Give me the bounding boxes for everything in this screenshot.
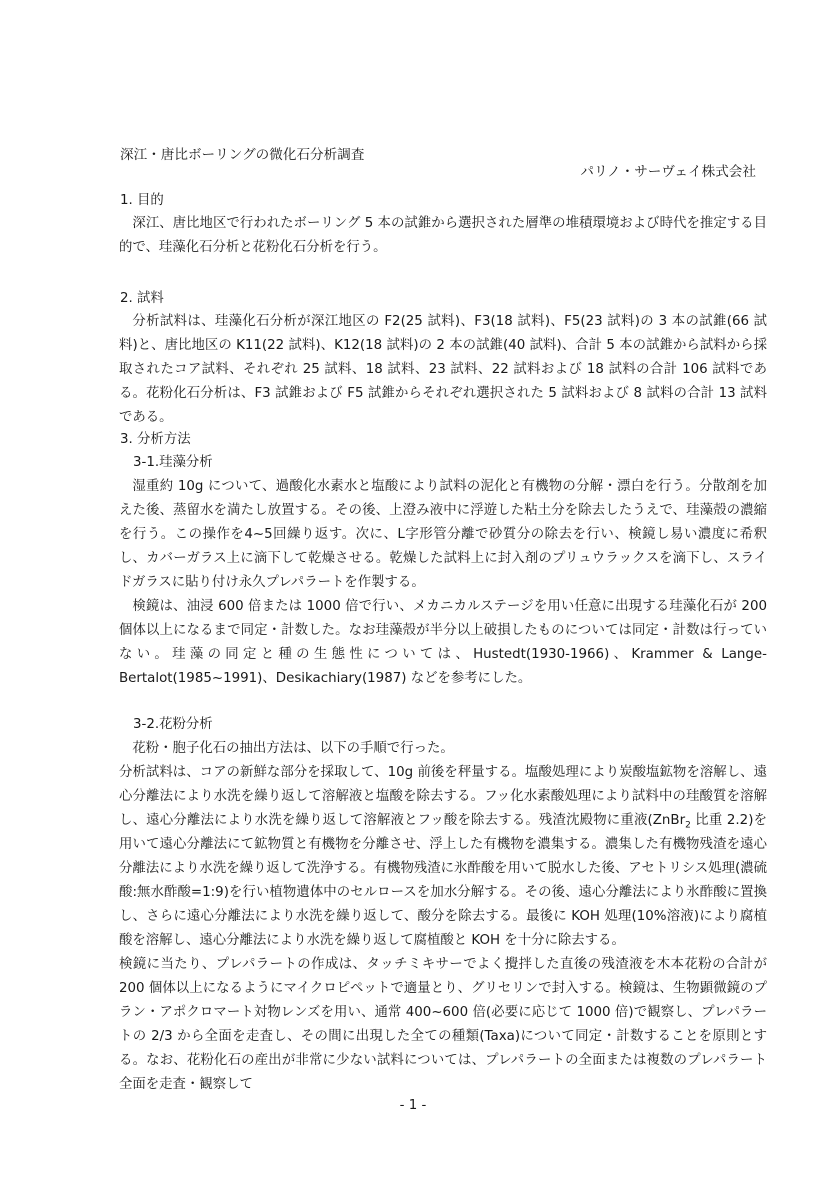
subscript: 2 [685,820,691,831]
document-title: 深江・唐比ボーリングの微化石分析調査 [120,147,365,163]
section-3-2-paragraph-2-part-a: 分析試料は、コアの新鮮な部分を採取して、10g 前後を秤量する。塩酸処理により炭酸塩鉱物を溶解し、遠心分離法により水洗を繰り返して溶解液と塩酸を除去する。フッ化水素酸処理により試料中の珪酸質を溶解し、遠心分離法により水洗を繰り返して溶解液とフッ酸を除去する。残渣沈殿物に重液(ZnBr [119,765,767,828]
section-1-paragraph: 深江、唐比地区で行われたボーリング 5 本の試錐から選択された層準の堆積環境および時代を推定する目的で、珪藻化石分析と花粉化石分析を行う。 [119,216,767,255]
section-2-paragraph: 分析試料は、珪藻化石分析が深江地区の F2(25 試料)、F3(18 試料)、F5(23 試料)の 3 本の試錐(66 試料)と、唐比地区の K11(22 試料)、K12(18 試料)の 2 本の試錐(40 試料)、合計 5 本の試錐から試料から採取されたコア試料、それぞれ 25 試料、18 試料、23 試料、22 試料および 18 試料の合計 106 試料である。花粉化石分析は、F3 試錐および F5 試錐からそれぞれ選択された 5 試料および 8 試料の合計 13 試料である。 [119,314,767,425]
section-3-heading: 3. 分析方法 [120,432,191,447]
section-2-heading: 2. 試料 [120,291,164,306]
section-3-2-paragraph-2 [119,761,767,953]
section-3-1-paragraph-1: 湿重約 10g について、過酸化水素水と塩酸により試料の泥化と有機物の分解・漂白を行う。分散剤を加えた後、蒸留水を満たし放置する。その後、上澄み液中に浮遊した粘土分を除去したうえで、珪藻殻の濃縮を行う。この操作を4~5回繰り返す。次に、L字形管分離で砂質分の除去を行い、検鏡し易い濃度に希釈し、カバーガラス上に滴下して乾燥させる。乾燥した試料上に封入剤のプリュウラックスを滴下し、スライドガラスに貼り付け永久プレパラートを作製する。 [119,479,767,590]
section-3-2-paragraph-1: 花粉・胞子化石の抽出方法は、以下の手順で行った。 [132,741,454,756]
section-3-1-paragraph-2: 検鏡は、油浸 600 倍または 1000 倍で行い、メカニカルステージを用い任意に出現する珪藻化石が 200 個体以上になるまで同定・計数した。なお珪藻殻が半分以上破損したものについては同定・計数は行っていない。珪藻の同定と種の生態性については、Hustedt(1930-1966)、Krammer & Lange-Bertalot(1985~1991)、Desikachiary(1987) などを参考にした。 [119,599,767,686]
organization-name: パリノ・サーヴェイ株式会社 [580,164,756,180]
section-3-1-heading: 3-1.珪藻分析 [133,455,213,470]
section-3-2-heading: 3-2.花粉分析 [133,717,213,732]
section-3-2-paragraph-3: 検鏡に当たり、プレパラートの作成は、タッチミキサーでよく攪拌した直後の残渣液を木本花粉の合計が 200 個体以上になるようにマイクロピペットで適量とり、グリセリンで封入する。検鏡は、生物顕微鏡のプラン・アポクロマート対物レンズを用い、通常 400~600 倍(必要に応じて 1000 倍)で観察し、プレパラートの 2/3 から全面を走査し、その間に出現した全ての種類(Taxa)について同定・計数することを原則とする。なお、花粉化石の産出が非常に少ない試料については、プレパラートの全面または複数のプレパラート全面を走査・観察して [119,957,767,1092]
page-number: - 1 - [399,1098,427,1113]
section-3-2-paragraph-2-part-b: 比重 2.2)を用いて遠心分離法にて鉱物質と有機物を分離させ、浮上した有機物を濃集する。濃集した有機物残渣を遠心分離法により水洗を繰り返して洗浄する。有機物残渣に氷酢酸を用いて脱水した後、アセトリシス処理(濃硫酸:無水酢酸=1:9)を行い植物遺体中のセルロースを加水分解する。その後、遠心分離法により氷酢酸に置換し、さらに遠心分離法により水洗を繰り返して、酸分を除去する。最後に KOH 処理(10%溶液)により腐植酸を溶解し、遠心分離法により水洗を繰り返して腐植酸と KOH を十分に除去する。 [119,813,767,948]
section-1-heading: 1. 目的 [120,193,164,208]
